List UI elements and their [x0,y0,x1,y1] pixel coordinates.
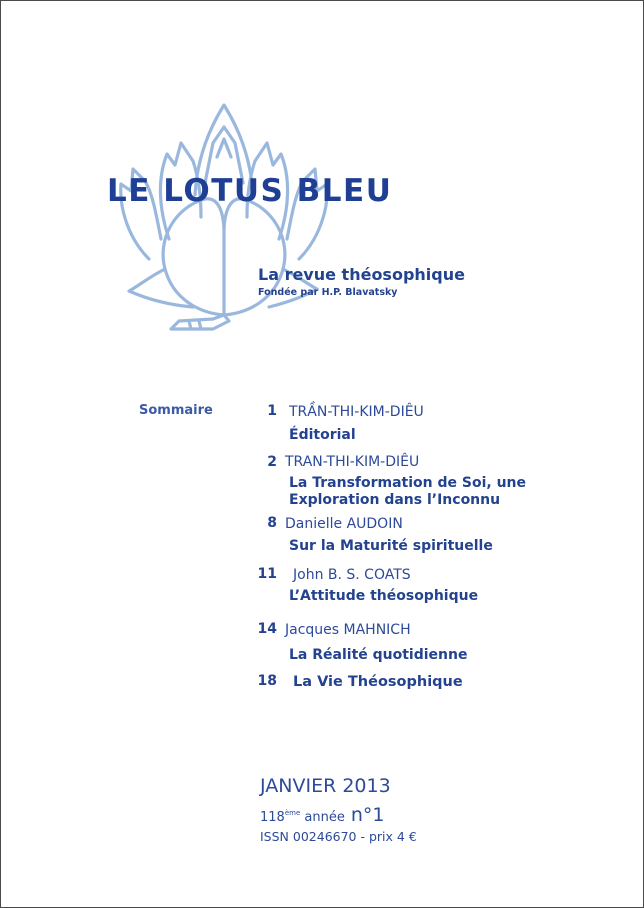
table-of-contents [251,403,591,697]
toc-author: TRẦN-THI-KIM-DIÊU [289,404,424,420]
toc-page-number: 8 [267,515,277,531]
issue-number: n°1 [350,804,385,826]
toc-author: Jacques MAHNICH [285,622,411,638]
toc-entry[interactable] [251,673,591,697]
year-word: année [304,810,345,825]
toc-author: Danielle AUDOIN [285,516,403,532]
toc-article-title: Sur la Maturité spirituelle [289,538,493,554]
toc-page-number: 14 [257,621,277,637]
magazine-title: LE LOTUS BLEU [107,173,393,209]
toc-article-title: La Vie Théosophique [293,674,463,690]
toc-entry[interactable] [251,566,591,621]
toc-entry[interactable] [251,515,591,566]
toc-entry[interactable] [251,621,591,673]
toc-article-title: La Transformation de Soi, une Exploration dans l’Inconnu [289,475,527,508]
toc-author: TRAN-THI-KIM-DIÊU [285,454,420,470]
issue-date: JANVIER 2013 [260,775,391,797]
year-suffix: ème [284,809,301,817]
toc-entry[interactable] [251,403,591,453]
toc-page-number: 2 [267,454,277,470]
toc-page-number: 11 [257,566,277,582]
toc-article-title: La Réalité quotidienne [289,647,468,663]
year-number: 118 [260,810,285,825]
toc-entry[interactable] [251,453,591,515]
toc-article-title: Éditorial [289,427,356,443]
issue-year [260,804,385,826]
toc-page-number: 18 [257,673,277,689]
toc-page-number: 1 [267,403,277,419]
magazine-subtitle: La revue théosophique [258,265,465,284]
toc-author: John B. S. COATS [293,567,411,583]
toc-article-title: L’Attitude théosophique [289,588,479,604]
contents-label: Sommaire [139,403,213,418]
founder-line: Fondée par H.P. Blavatsky [258,287,398,298]
issn-price: ISSN 00246670 - prix 4 € [260,829,417,844]
